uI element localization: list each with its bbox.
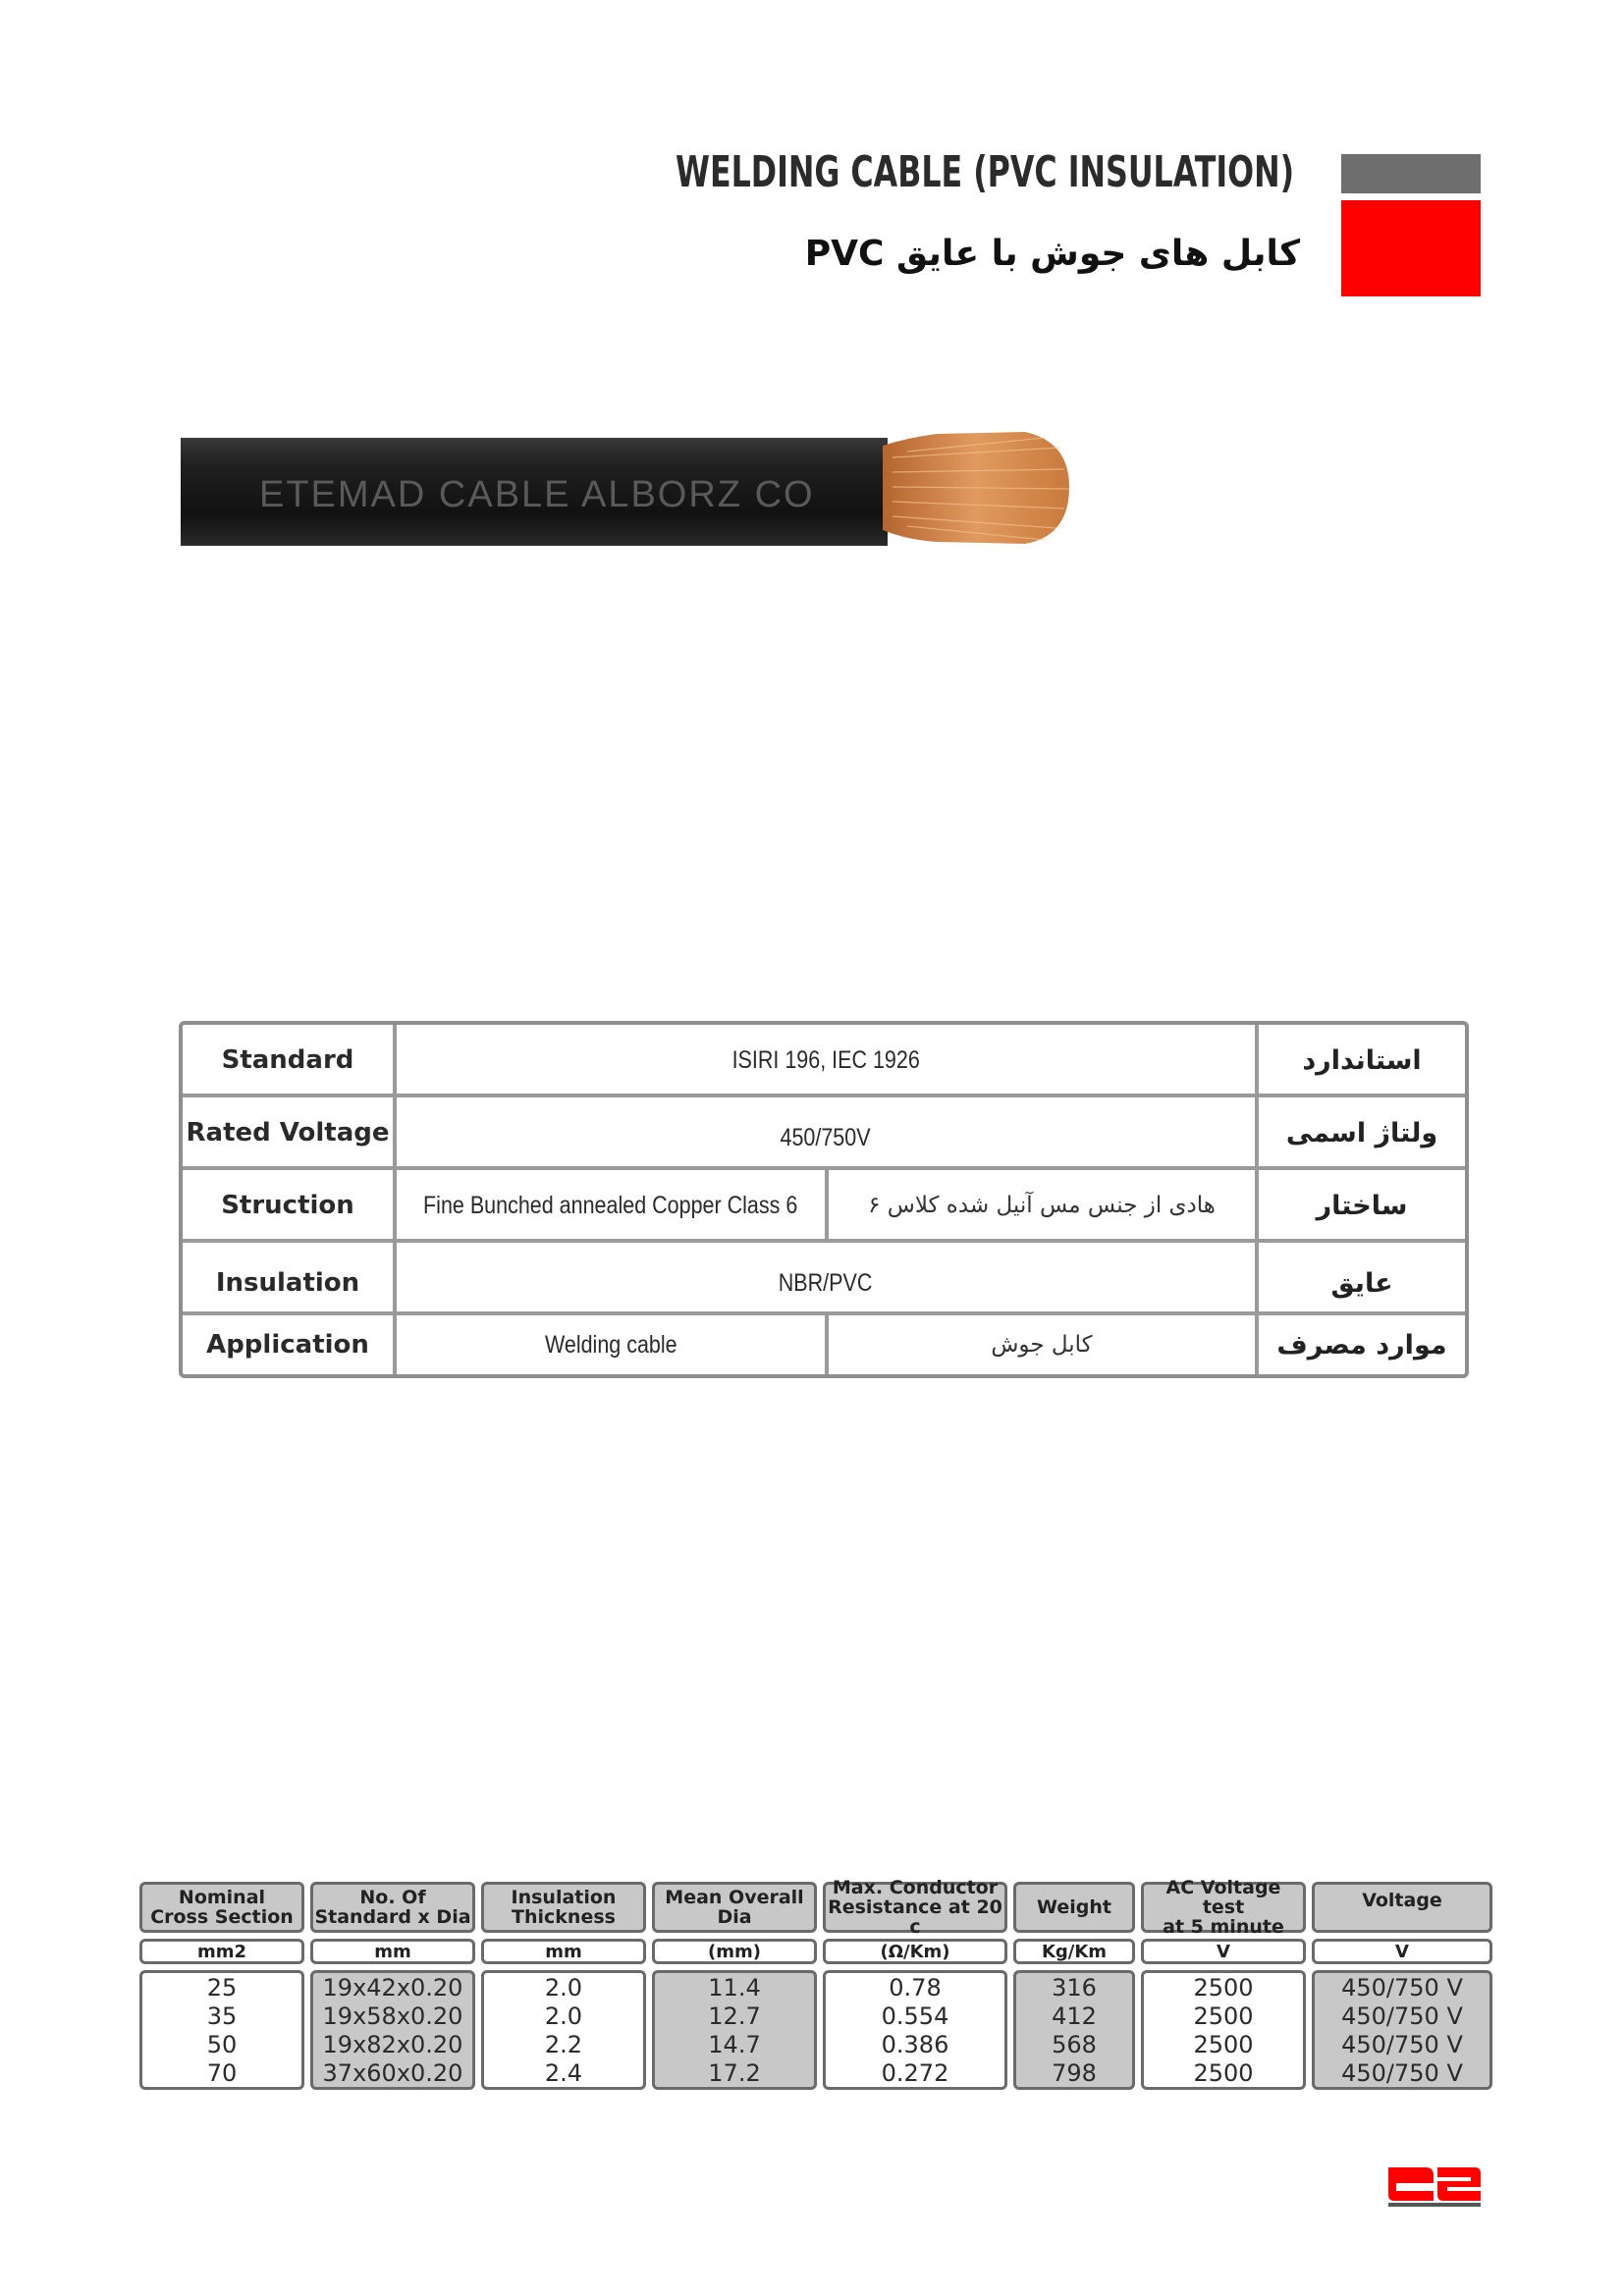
table-cell: 19x42x0.20 (322, 1973, 463, 2002)
spec-value-en: Fine Bunched annealed Copper Class 6 (423, 1191, 798, 1219)
table-cell: 316 (1052, 1973, 1097, 2002)
column-unit: (Ω/Km) (823, 1939, 1007, 1964)
spec-label-fa: عایق (1330, 1267, 1393, 1299)
table-cell: 2.0 (544, 2002, 583, 2030)
table-cell: 2.2 (544, 2030, 583, 2058)
table-cell: 2500 (1193, 2030, 1254, 2058)
spec-value: 450/750V (780, 1123, 872, 1151)
page-title: WELDING CABLE (PVC INSULATION) (675, 147, 1294, 197)
column-unit: mm (310, 1939, 475, 1964)
column-header: Voltage (1312, 1882, 1492, 1933)
spec-table (179, 1021, 1469, 1378)
column-header: AC Voltage test at 5 minute (1141, 1882, 1306, 1933)
divider (825, 1170, 829, 1239)
table-cell: 798 (1052, 2058, 1097, 2087)
table-cell: 19x82x0.20 (322, 2030, 463, 2058)
spec-label-fa: ولتاژ اسمی (1285, 1117, 1438, 1148)
table-cell: 450/750 V (1341, 1973, 1463, 2002)
divider (1255, 1025, 1259, 1374)
table-cell: 2500 (1193, 2002, 1254, 2030)
spec-value-en: Welding cable (544, 1330, 677, 1359)
table-cell: 0.386 (881, 2030, 949, 2058)
divider (393, 1025, 397, 1374)
column-header: No. Of Standard x Dia (310, 1882, 475, 1933)
table-cell: 11.4 (708, 1973, 761, 2002)
table-cell: 0.78 (889, 1973, 942, 2002)
table-cell: 25 (206, 1973, 238, 2002)
spec-row-rated-voltage (183, 1097, 1465, 1168)
column-unit: Kg/Km (1013, 1939, 1135, 1964)
table-cell: 2.0 (544, 1973, 583, 2002)
table-cell: 0.554 (881, 2002, 949, 2030)
table-cell: 450/750 V (1341, 2030, 1463, 2058)
table-cell: 37x60x0.20 (322, 2058, 463, 2087)
column-values (481, 1970, 646, 2090)
table-cell: 412 (1052, 2002, 1097, 2030)
column-values (139, 1970, 304, 2090)
column-values (310, 1970, 475, 2090)
divider (825, 1315, 829, 1374)
column-header: Nominal Cross Section (139, 1882, 304, 1933)
cable-print-text: ETEMAD CABLE ALBORZ CO (259, 474, 815, 515)
page-subtitle-fa: کابل های جوش با عایق PVC (804, 234, 1300, 274)
company-logo (1384, 2160, 1483, 2209)
spec-row-insulation (183, 1243, 1465, 1313)
spec-label-fa: ساختار (1316, 1190, 1408, 1221)
table-cell: 2500 (1193, 1973, 1254, 2002)
spec-label-fa: استاندارد (1302, 1044, 1422, 1076)
header-gray-block (1341, 154, 1481, 193)
table-cell: 0.272 (881, 2058, 949, 2087)
column-header: Max. Conductor Resistance at 20 c (823, 1882, 1007, 1933)
table-cell: 70 (206, 2058, 238, 2087)
spec-label-en: Struction (221, 1191, 354, 1220)
spec-label-en: Rated Voltage (186, 1118, 390, 1148)
column-unit: V (1141, 1939, 1306, 1964)
table-cell: 17.2 (708, 2058, 761, 2087)
spec-label-en: Application (206, 1330, 369, 1360)
spec-row-struction (183, 1170, 1465, 1241)
spec-label-fa: موارد مصرف (1276, 1329, 1447, 1361)
spec-row-application (183, 1309, 1465, 1380)
column-unit: mm2 (139, 1939, 304, 1964)
spec-value: ISIRI 196, IEC 1926 (731, 1045, 920, 1074)
spec-value: NBR/PVC (779, 1268, 873, 1297)
table-cell: 19x58x0.20 (322, 2002, 463, 2030)
header-red-block (1341, 200, 1481, 296)
column-values (652, 1970, 817, 2090)
column-unit: mm (481, 1939, 646, 1964)
spec-row-standard (183, 1025, 1465, 1095)
table-cell: 450/750 V (1341, 2058, 1463, 2087)
column-header: Insulation Thickness (481, 1882, 646, 1933)
cable-image (181, 428, 1084, 556)
table-cell: 568 (1052, 2030, 1097, 2058)
column-header: Weight (1013, 1882, 1135, 1933)
table-cell: 12.7 (708, 2002, 761, 2030)
column-unit: (mm) (652, 1939, 817, 1964)
table-cell: 2.4 (544, 2058, 583, 2087)
column-values (1013, 1970, 1135, 2090)
table-cell: 14.7 (708, 2030, 761, 2058)
spec-value-fa: کابل جوش (991, 1332, 1093, 1358)
table-cell: 35 (206, 2002, 238, 2030)
table-cell: 50 (206, 2030, 238, 2058)
column-values (1141, 1970, 1306, 2090)
spec-label-en: Insulation (215, 1268, 360, 1298)
table-cell: 450/750 V (1341, 2002, 1463, 2030)
column-unit: V (1312, 1939, 1492, 1964)
column-values (823, 1970, 1007, 2090)
spec-value-fa: هادی از جنس مس آنیل شده کلاس ۶ (868, 1193, 1216, 1218)
table-cell: 2500 (1193, 2058, 1254, 2087)
spec-label-en: Standard (221, 1045, 354, 1075)
column-values (1312, 1970, 1492, 2090)
column-header: Mean Overall Dia (652, 1882, 817, 1933)
data-table (139, 1877, 1492, 2090)
